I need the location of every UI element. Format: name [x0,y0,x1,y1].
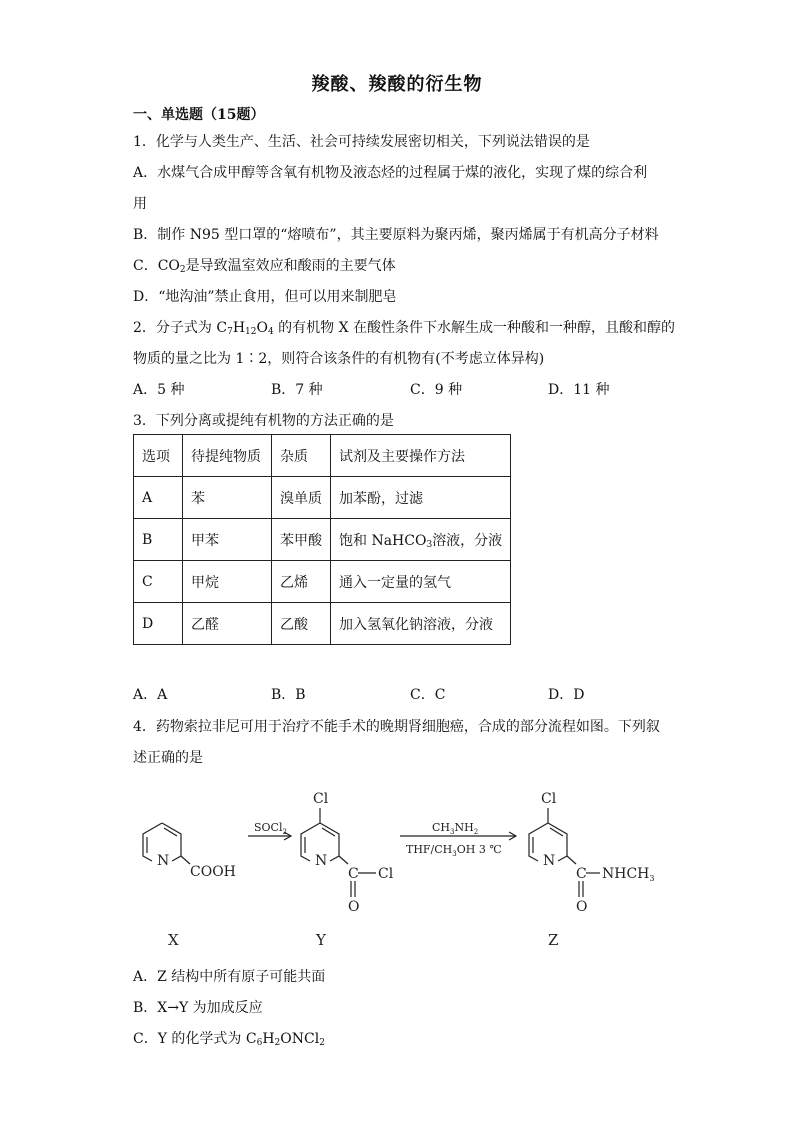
table-row [134,519,511,561]
q2-options [133,379,633,399]
z-c-atom: C [576,866,587,882]
table-cell: 苯甲酸 [272,519,331,561]
table-cell: D [134,603,183,645]
page-title: 羧酸、羧酸的衍生物 [311,74,483,95]
y-c-atom: C [348,866,359,882]
q1-option-c: C．$CO_2$是导致温室效应和酸雨的主要气体 [133,258,396,275]
q3-option-a: A．A [133,687,168,703]
molecule-z-ring [529,808,600,897]
z-cl-atom: Cl [541,791,557,807]
table-cell: 苯 [183,477,272,519]
q2-option-b: B．7 种 [271,382,323,398]
q3-options [133,684,633,704]
q3-option-b: B．B [271,687,306,703]
table-cell: 加入氢氧化钠溶液，分液 [331,603,511,645]
table-cell: C [134,561,183,603]
table-cell: 乙醛 [183,603,272,645]
x-n-atom: N [157,853,170,869]
table-header-row [134,435,511,477]
x-cooh: COOH [190,864,236,880]
z-nhch3: $NHCH_3$ [602,866,655,883]
reaction-conditions: THF/$CH_3OH$ 3 ℃ [406,843,502,858]
q3-table [133,434,511,645]
table-cell: 甲苯 [183,519,272,561]
q2-stem-cont: 物质的量之比为 1∶2，则符合该条件的有机物有(不考虑立体异构) [133,351,545,367]
q1-option-d: D．“地沟油”禁止食用，但可以用来制肥皂 [133,289,397,305]
q4-option-a: A．Z 结构中所有原子可能共面 [133,969,326,985]
table-cell: A [134,477,183,519]
table-cell: 甲烷 [183,561,272,603]
q2-option-a: A．5 种 [133,382,185,398]
z-n-atom: N [543,853,556,869]
q3-stem: 3．下列分离或提纯有机物的方法正确的是 [133,413,394,429]
label-y: Y [316,931,326,949]
table-cell: 加苯酚，过滤 [331,477,511,519]
label-x: X [168,931,179,949]
reagent-ch3nh2: $CH_3NH_2$ [432,821,479,836]
label-z: Z [548,931,559,949]
z-o-atom: O [576,899,588,915]
q4-option-b: B．X→Y 为加成反应 [133,1000,263,1016]
y-cl-atom-2: Cl [378,866,394,882]
q3-option-d: D．D [548,687,585,703]
q1-option-b: B．制作 N95 型口罩的“熔喷布”，其主要原料为聚丙烯，聚丙烯属于有机高分子材料 [133,227,659,243]
q4-stem-cont: 述正确的是 [133,750,203,766]
q1-stem: 1．化学与人类生产、生活、社会可持续发展密切相关，下列说法错误的是 [133,134,590,150]
y-o-atom: O [348,899,360,915]
table-cell: 乙烯 [272,561,331,603]
q3-option-c: C．C [410,687,446,703]
y-cl-atom: Cl [313,791,329,807]
molecule-y-ring [301,808,376,897]
table-cell: 乙酸 [272,603,331,645]
table-row [134,561,511,603]
reagent-socl2: SOCl$_2$ [254,821,287,836]
q2-option-c: C．9 种 [410,382,463,398]
y-n-atom: N [315,853,328,869]
table-header-cell: 杂质 [272,435,331,477]
table-header-cell: 试剂及主要操作方法 [331,435,511,477]
table-cell: B [134,519,183,561]
table-cell: 通入一定量的氢气 [331,561,511,603]
table-header-cell: 选项 [134,435,183,477]
q4-option-c: C．Y 的化学式为 $C_6H_2ONCl_2$ [133,1031,325,1048]
q1-option-a: A．水煤气合成甲醇等含氧有机物及液态烃的过程属于煤的液化，实现了煤的综合利 [133,165,648,181]
section-heading: 一、单选题（15题） [133,107,265,123]
table-header-cell: 待提纯物质 [183,435,272,477]
table-row [134,603,511,645]
table-row [134,477,511,519]
q2-option-d: D．11 种 [548,382,610,398]
q2-stem: 2．分子式为 $C_7H_{12}O_4$ 的有机物 X 在酸性条件下水解生成一种酸和一种醇，且酸和醇的 [133,320,676,337]
reaction-scheme [120,775,680,955]
table-cell: 溴单质 [272,477,331,519]
q4-stem: 4．药物索拉非尼可用于治疗不能手术的晚期肾细胞癌，合成的部分流程如图。下列叙 [133,719,660,735]
table-cell: 饱和 NaHCO$_3$溶液，分液 [331,519,511,561]
q1-option-a-cont: 用 [133,196,147,212]
